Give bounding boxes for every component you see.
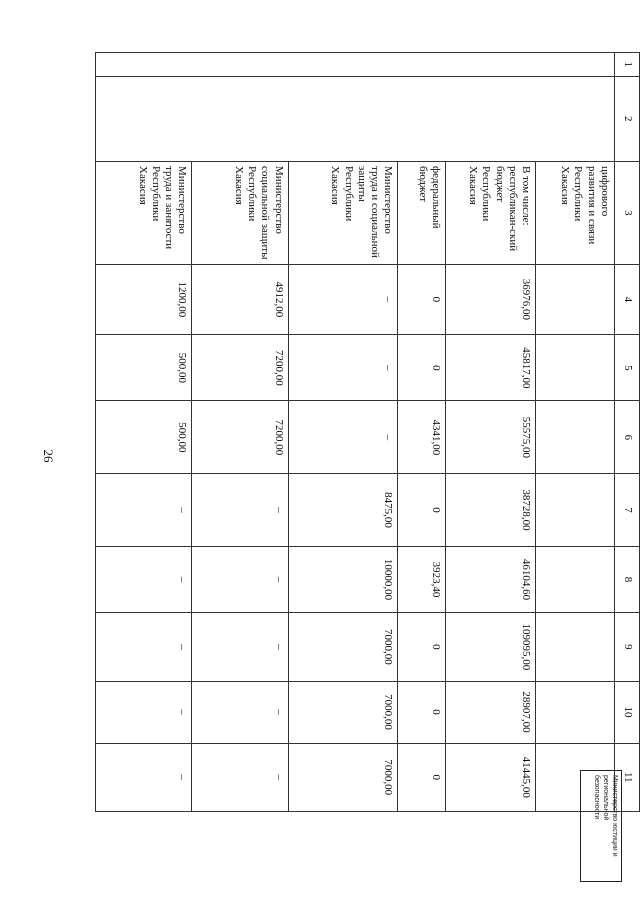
cell-description: Министерство труда и социальной защиты Республики Хакасия — [288, 162, 397, 265]
table-row — [446, 53, 536, 812]
cell-value: 0 — [398, 613, 446, 681]
cell-value: 7000,00 — [288, 681, 397, 743]
cell-value — [536, 613, 615, 681]
cell-col1 — [288, 53, 397, 77]
cell-col1 — [536, 53, 615, 77]
cell-value: 45817,00 — [446, 335, 536, 401]
cell-col1 — [446, 53, 536, 77]
cell-value: – — [192, 474, 288, 547]
cell-description: федеральный бюджет — [398, 162, 446, 265]
cell-value: – — [192, 546, 288, 612]
cell-col2 — [96, 76, 192, 162]
cell-value: 4912,00 — [192, 264, 288, 335]
cell-value: 4341,00 — [398, 401, 446, 474]
cell-col2 — [536, 76, 615, 162]
rotated-table-container — [95, 52, 640, 812]
cell-col2 — [398, 76, 446, 162]
cell-value: 55575,00 — [446, 401, 536, 474]
cell-value — [536, 264, 615, 335]
cell-col1 — [96, 53, 192, 77]
cell-col1 — [192, 53, 288, 77]
cell-value: 36976,00 — [446, 264, 536, 335]
cell-value: 38728,00 — [446, 474, 536, 547]
cell-value: 109095,00 — [446, 613, 536, 681]
cell-value: – — [192, 613, 288, 681]
header-cell-5: 5 — [614, 335, 639, 401]
cell-value: 0 — [398, 335, 446, 401]
header-cell-1: 1 — [614, 53, 639, 77]
header-row — [614, 53, 639, 812]
cell-value: 500,00 — [96, 335, 192, 401]
cell-value: – — [192, 681, 288, 743]
stamp-line-1: Министерство юстиции и региональной — [602, 775, 618, 857]
cell-value: 41445,00 — [446, 743, 536, 811]
cell-value: – — [192, 743, 288, 811]
cell-value: 0 — [398, 264, 446, 335]
cell-value — [536, 546, 615, 612]
cell-value: 0 — [398, 681, 446, 743]
cell-value: – — [288, 335, 397, 401]
table-row — [96, 53, 192, 812]
table-row — [288, 53, 397, 812]
cell-value: 8475,00 — [288, 474, 397, 547]
cell-description: цифрового развития и связи Республики Хакасия — [536, 162, 615, 265]
cell-value: 1200,00 — [96, 264, 192, 335]
cell-value: 7000,00 — [288, 613, 397, 681]
cell-value: – — [288, 264, 397, 335]
cell-value: 0 — [398, 743, 446, 811]
page-number: 26 — [41, 449, 56, 463]
cell-value: 3923,40 — [398, 546, 446, 612]
cell-description: В том числе: республикан-ский бюджет Республики Хакасия — [446, 162, 536, 265]
header-cell-8: 8 — [614, 546, 639, 612]
cell-value — [536, 335, 615, 401]
cell-col2 — [446, 76, 536, 162]
stamp-text — [581, 771, 621, 881]
header-cell-9: 9 — [614, 613, 639, 681]
header-cell-3: 3 — [614, 162, 639, 265]
cell-value — [536, 474, 615, 547]
table-row — [192, 53, 288, 812]
header-cell-10: 10 — [614, 681, 639, 743]
stamp-line-2: безопасности — [593, 775, 601, 820]
header-cell-4: 4 — [614, 264, 639, 335]
cell-value — [536, 401, 615, 474]
header-cell-7: 7 — [614, 474, 639, 547]
cell-value: – — [96, 474, 192, 547]
cell-value: 10000,00 — [288, 546, 397, 612]
header-cell-2: 2 — [614, 76, 639, 162]
cell-value — [536, 681, 615, 743]
cell-col2 — [288, 76, 397, 162]
header-cell-11: 11 — [614, 743, 639, 811]
cell-value: – — [96, 743, 192, 811]
cell-value: 7200,00 — [192, 401, 288, 474]
cell-value: – — [96, 681, 192, 743]
cell-value: 7200,00 — [192, 335, 288, 401]
cell-value: 7000,00 — [288, 743, 397, 811]
table-row — [398, 53, 446, 812]
table-row — [536, 53, 615, 812]
cell-value: 28907,00 — [446, 681, 536, 743]
budget-table — [95, 52, 640, 812]
cell-value: 46104,60 — [446, 546, 536, 612]
cell-description: Министерство социальной защиты Республики Хакасия — [192, 162, 288, 265]
cell-value: – — [96, 546, 192, 612]
cell-col1 — [398, 53, 446, 77]
cell-value: – — [96, 613, 192, 681]
cell-value: 500,00 — [96, 401, 192, 474]
registration-stamp — [580, 770, 622, 882]
cell-description: Министерство труда и занятости Республики Хакасия — [96, 162, 192, 265]
cell-value: 0 — [398, 474, 446, 547]
header-cell-6: 6 — [614, 401, 639, 474]
cell-value: – — [288, 401, 397, 474]
cell-col2 — [192, 76, 288, 162]
table-wrapper — [95, 52, 640, 812]
